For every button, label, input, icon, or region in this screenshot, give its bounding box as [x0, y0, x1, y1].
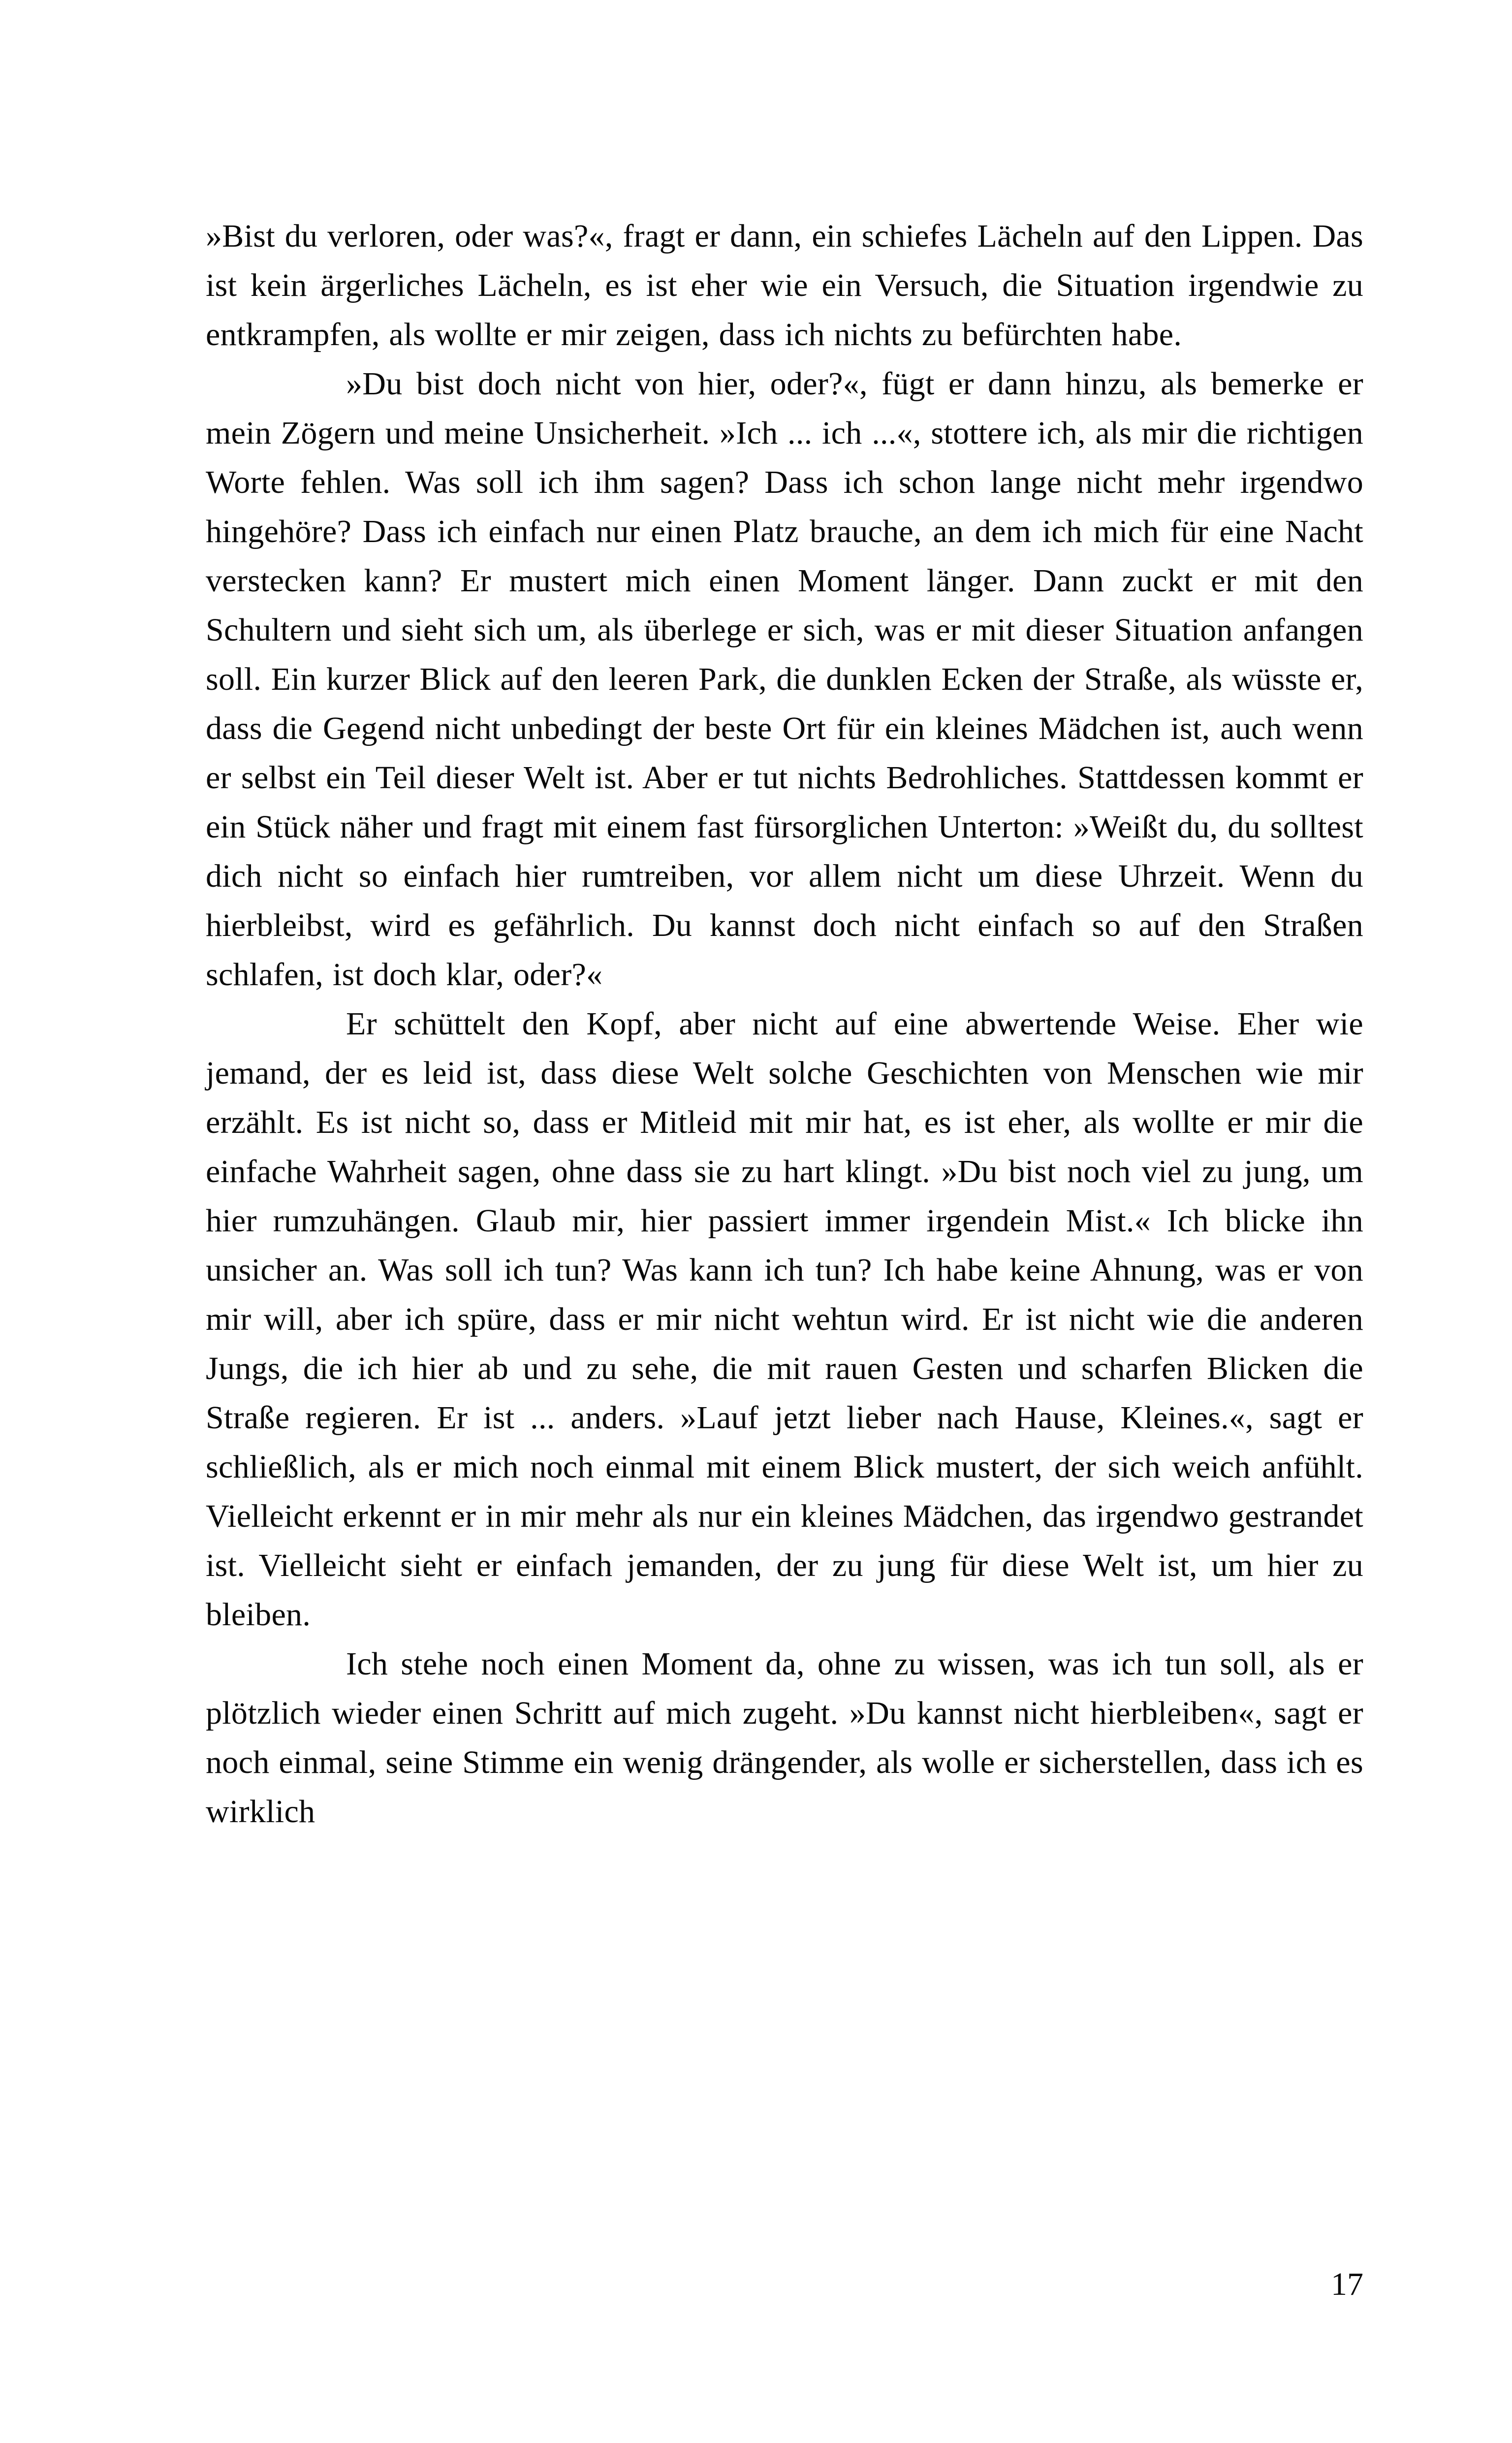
paragraph: Er schüttelt den Kopf, aber nicht auf eine abwertende Weise. Eher wie jemand, der es leid ist, dass diese Welt solche Geschichten von Menschen wie mir erzählt. Es ist nicht so, dass er Mitleid mit mir hat, es ist eher, als wollte er mir die einfache Wahrheit sagen, ohne dass sie zu hart klingt. »Du bist noch viel zu jung, um hier rumzuhängen. Glaub mir, hier passiert immer irgendein Mist.« Ich blicke ihn unsicher an. Was soll ich tun? Was kann ich tun? Ich habe keine Ahnung, was er von mir will, aber ich spüre, dass er mir nicht wehtun wird. Er ist nicht wie die anderen Jungs, die ich hier ab und zu sehe, die mit rauen Gesten und scharfen Blicken die Straße regieren. Er ist ... anders. »Lauf jetzt lieber nach Hause, Kleines.«, sagt er schließlich, als er mich noch einmal mit einem Blick mustert, der sich weich anfühlt. Vielleicht erkennt er in mir mehr als nur ein kleines Mädchen, das irgendwo gestrandet ist. Vielleicht sieht er einfach jemanden, der zu jung für diese Welt ist, um hier zu bleiben.: [206, 1006, 1363, 1633]
paragraph: »Bist du verloren, oder was?«, fragt er dann, ein schiefes Lächeln auf den Lippen. Das ist kein ärgerliches Lächeln, es ist eher wie ein Versuch, die Situation irgendwie zu entkrampfen, als wollte er mir zeigen, dass ich nichts zu befürchten habe.: [206, 218, 1363, 353]
paragraph: »Du bist doch nicht von hier, oder?«, fügt er dann hinzu, als bemerke er mein Zögern und meine Unsicherheit. »Ich ... ich ...«, stottere ich, als mir die richtigen Worte fehlen. Was soll ich ihm sagen? Dass ich schon lange nicht mehr irgendwo hingehöre? Dass ich einfach nur einen Platz brauche, an dem ich mich für eine Nacht verstecken kann? Er mustert mich einen Moment länger. Dann zuckt er mit den Schultern und sieht sich um, als überlege er sich, was er mit dieser Situation anfangen soll. Ein kurzer Blick auf den leeren Park, die dunklen Ecken der Straße, als wüsste er, dass die Gegend nicht unbedingt der beste Ort für ein kleines Mädchen ist, auch wenn er selbst ein Teil dieser Welt ist. Aber er tut nichts Bedrohliches. Stattdessen kommt er ein Stück näher und fragt mit einem fast fürsorglichen Unterton: »Weißt du, du solltest dich nicht so einfach hier rumtreiben, vor allem nicht um diese Uhrzeit. Wenn du hierbleibst, wird es gefährlich. Du kannst doch nicht einfach so auf den Straßen schlafen, ist doch klar, oder?«: [206, 366, 1363, 993]
page-number: 17: [1331, 2266, 1363, 2302]
body-text: [206, 212, 1363, 1836]
paragraph: Ich stehe noch einen Moment da, ohne zu wissen, was ich tun soll, als er plötzlich wieder einen Schritt auf mich zugeht. »Du kannst nicht hierbleiben«, sagt er noch einmal, seine Stimme ein wenig drängender, als wolle er sicherstellen, dass ich es wirklich: [206, 1646, 1363, 1830]
